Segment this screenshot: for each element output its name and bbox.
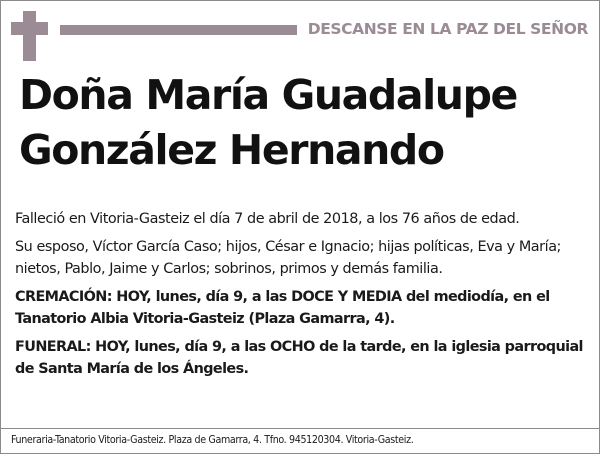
deceased-name-line-2: González Hernando	[19, 126, 444, 174]
deceased-name	[19, 68, 589, 178]
header-heading: DESCANSE EN LA PAZ DEL SEÑOR	[307, 20, 588, 38]
death-paragraph: Falleció en Vitoria-Gasteiz el día 7 de abril de 2018, a los 76 años de edad.	[15, 211, 520, 227]
notice-body	[15, 208, 590, 386]
header-divider-bar	[60, 25, 297, 35]
footer-divider	[1, 428, 599, 429]
deceased-name-line-1: Doña María Guadalupe	[19, 71, 517, 119]
funeral-paragraph: FUNERAL: HOY, lunes, día 9, a las OCHO de la tarde, en la iglesia parroquial de Santa María de los Ángeles.	[15, 339, 583, 377]
family-paragraph: Su esposo, Víctor García Caso; hijos, César e Ignacio; hijas políticas, Eva y María; nietos, Pablo, Jaime y Carlos; sobrinos, primos y demás familia.	[15, 239, 561, 277]
funeral-home-footer: Funeraria-Tanatorio Vitoria-Gasteiz. Plaza de Gamarra, 4. Tfno. 945120304. Vitoria-Gasteiz.	[11, 434, 414, 446]
cremation-paragraph: CREMACIÓN: HOY, lunes, día 9, a las DOCE Y MEDIA del mediodía, en el Tanatorio Albia Vitoria-Gasteiz (Plaza Gamarra, 4).	[15, 289, 550, 327]
